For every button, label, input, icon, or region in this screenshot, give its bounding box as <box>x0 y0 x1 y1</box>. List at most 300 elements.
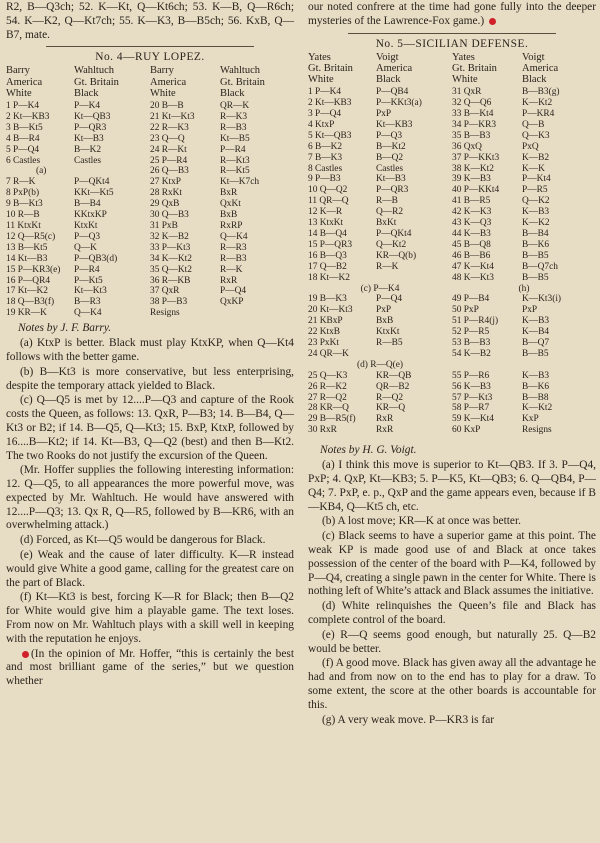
move-cell: QR—B2 <box>376 381 410 392</box>
last-note <box>6 648 294 689</box>
move-row <box>6 232 294 243</box>
move-row <box>308 425 596 436</box>
right-column <box>308 0 596 728</box>
move-cell: P—Kt5 <box>74 275 103 286</box>
move-row <box>308 142 596 153</box>
move-cell: 36 QxQ <box>452 141 482 152</box>
move-cell: 59 K—Kt4 <box>452 414 494 425</box>
move-cell <box>376 273 452 284</box>
move-row <box>308 349 596 360</box>
move-cell: Q—R2 <box>376 207 404 218</box>
move-cell: Castles <box>74 155 102 166</box>
move-cell: Kt—B3 <box>74 133 104 144</box>
move-cell: 12 Q—R5(c) <box>6 231 56 242</box>
move-cell: 38 K—Kt2 <box>452 163 494 174</box>
move-cell: 4 KtxP <box>308 119 335 130</box>
player-name: Yates <box>308 51 331 63</box>
move-cell: 21 KBxP <box>308 316 343 327</box>
move-row <box>308 196 596 207</box>
move-cell: 51 P—R4(j) <box>452 316 499 327</box>
note-paragraph: (Mr. Hoffer supplies the following interesting information: 12. Q—Q5, to all appearances the more powerful move, was expected by Mr. Wahltuch. He would have answered with 12....P—Q3; 13. Qx R, Q—R5, followed by B—KR6, with an overwhelming attack.) <box>6 464 294 532</box>
move-cell: KR—Q <box>376 403 406 414</box>
move-cell: B—Q7ch <box>522 261 558 272</box>
move-cell: 22 KtxB <box>308 327 341 338</box>
player-name: Yates <box>452 51 475 63</box>
player-name: Wahltuch <box>74 65 114 77</box>
move-cell: P—KKt3(a) <box>376 98 422 109</box>
move-row <box>6 297 294 308</box>
move-cell: B—Kt2 <box>376 141 406 152</box>
move-cell: BxKt <box>376 218 397 229</box>
player-country: Gt. Britain <box>452 62 497 74</box>
move-cell: 55 P—R6 <box>452 370 490 381</box>
game-4-notes <box>6 337 294 647</box>
move-cell: 8 PxP(b) <box>6 188 40 199</box>
player-country: Gt. Britain <box>220 76 265 88</box>
move-row <box>6 221 294 232</box>
note-paragraph: (g) A very weak move. P—KR3 is far <box>322 713 495 726</box>
player-name: Barry <box>6 65 30 77</box>
red-marker-icon <box>489 18 496 25</box>
move-cell: Kt—K7ch <box>220 177 260 188</box>
move-cell: R—B3 <box>220 253 247 264</box>
move-cell: B—K6 <box>522 239 550 250</box>
game-4-header <box>6 65 294 99</box>
move-cell: 54 K—B2 <box>452 348 491 359</box>
move-cell: 10 Q—Q2 <box>308 185 348 196</box>
move-cell: 45 B—Q8 <box>452 239 491 250</box>
move-row <box>308 305 596 316</box>
move-row <box>308 338 596 349</box>
header-col <box>220 65 265 99</box>
move-row <box>6 276 294 287</box>
move-cell: 30 Q—B3 <box>150 210 189 221</box>
move-cell: P—R5 <box>522 185 548 196</box>
header-col <box>452 52 522 86</box>
move-row <box>308 273 596 284</box>
move-row <box>308 87 596 98</box>
game-5-notes <box>308 459 596 727</box>
move-cell: RxRP <box>220 220 243 231</box>
move-cell: 43 K—Q3 <box>452 218 492 229</box>
move-cell: 9 P—B3 <box>308 174 341 185</box>
move-cell: 6 Castles <box>6 155 41 166</box>
move-cell: 18 Q—B3(f) <box>6 297 55 308</box>
player-color: White <box>150 87 176 99</box>
move-row <box>6 308 294 319</box>
move-row <box>6 188 294 199</box>
move-cell: P—Q4 <box>220 286 247 297</box>
move-cell: 4 B—R4 <box>6 133 40 144</box>
move-cell: Q—B <box>522 119 545 130</box>
move-cell: KKt—Kt5 <box>74 188 114 199</box>
game-5-moves-table <box>308 371 596 436</box>
move-cell: 21 Kt—Kt3 <box>150 111 195 122</box>
move-cell: 41 B—R5 <box>452 196 491 207</box>
note-paragraph: (a) I think this move is superior to Kt—QB3. If 3. P—Q4, PxP; 4. QxP, Kt—KB3; 5. P—K5, Kt—QB3; 6. Q—QB4, P—Q4; 7. PxP, e. p., QxP and the game appears even, because if B—KB4, Q—Kt5 ch, etc. <box>308 459 596 513</box>
left-top-text: R2, B—Q3ch; 52. K—Kt, Q—Kt6ch; 53. K—B, Q—R6ch; 54. K—K2, Q—Kt7ch; 55. K—K3, B—B5ch; 56. KxB, Q—B7, mate. <box>6 1 294 41</box>
header-col <box>522 52 558 86</box>
move-cell: 27 KtxP <box>150 177 181 188</box>
move-cell: B—B5 <box>522 348 549 359</box>
move-row <box>308 393 596 404</box>
move-cell: 49 P—B4 <box>452 294 490 305</box>
move-cell: B—K6 <box>522 381 550 392</box>
note-paragraph: (f) Kt—Kt3 is best, forcing K—R for Black; then B—Q2 for White would give him a playable game. The text loses. From now on Mr. Wahltuch plays with a skill well in keeping with the reputation he enjoys. <box>6 591 294 645</box>
move-cell: 17 Q—B2 <box>308 261 347 272</box>
red-marker-icon <box>22 651 29 658</box>
move-cell: 32 K—B2 <box>150 231 189 242</box>
move-cell: 37 QxR <box>150 286 180 297</box>
move-cell: Q—Kt2 <box>376 239 407 250</box>
move-cell: K—K2 <box>522 218 550 229</box>
move-cell <box>220 308 294 319</box>
move-cell: R—K3 <box>220 111 248 122</box>
note-paragraph: (a) KtxP is better. Black must play KtxKP, when Q—Kt4 follows with the better game. <box>6 337 294 363</box>
move-row <box>6 101 294 112</box>
move-row <box>308 316 596 327</box>
move-cell: KtxKt <box>376 327 400 338</box>
move-cell: R—B5 <box>376 338 403 349</box>
move-cell: BxR <box>220 188 238 199</box>
move-row <box>308 414 596 425</box>
move-cell: 30 RxR <box>308 425 337 436</box>
move-cell: 33 P—Kt3 <box>150 242 191 253</box>
move-cell: BxB <box>220 210 238 221</box>
note-paragraph: (e) Weak and the cause of later difficulty. K—R instead would give White a good game, calling for the greatest care on the part of Black. <box>6 549 294 589</box>
move-cell: Q—K4 <box>220 231 248 242</box>
move-cell: 23 PxKt <box>308 338 339 349</box>
move-cell: 16 B—Q3 <box>308 250 347 261</box>
move-row <box>6 210 294 221</box>
move-cell: KxP <box>522 414 539 425</box>
move-row <box>308 131 596 142</box>
notes-by-voigt: Notes by H. G. Voigt. <box>320 444 417 457</box>
move-row <box>308 109 596 120</box>
move-cell: 34 K—Kt2 <box>150 253 192 264</box>
move-cell: B—B8 <box>522 392 549 403</box>
move-cell: 27 R—Q2 <box>308 392 347 403</box>
move-cell: K—B3 <box>522 370 550 381</box>
move-cell: 5 Kt—QB3 <box>308 130 352 141</box>
move-cell: Resigns <box>150 308 180 319</box>
note-paragraph: (d) White relinquishes the Queen’s file and Black has complete control of the board. <box>308 600 596 626</box>
move-cell: 1 P—K4 <box>6 101 40 111</box>
move-cell: PxP <box>376 305 392 316</box>
move-cell: (a) <box>36 166 47 177</box>
move-cell: R—Kt3 <box>220 155 250 166</box>
move-cell: 13 B—Kt5 <box>6 242 48 253</box>
move-cell: 46 B—B6 <box>452 250 491 261</box>
player-country: America <box>522 62 559 74</box>
move-row <box>308 294 596 305</box>
move-cell: Kt—KB3 <box>376 119 413 130</box>
move-cell: P—Q4 <box>376 294 403 305</box>
move-cell: P—Kt4 <box>522 174 551 185</box>
move-cell: 11 KtxKt <box>6 220 41 231</box>
move-row <box>308 240 596 251</box>
player-country: Gt. Britain <box>74 76 119 88</box>
move-cell: 7 B—K3 <box>308 152 343 163</box>
move-cell: 11 QR—Q <box>308 196 349 207</box>
sub-variation-h: (h) <box>518 283 530 294</box>
player-color: Black <box>74 87 99 99</box>
move-cell: PxQ <box>522 141 539 152</box>
move-cell: 38 P—B3 <box>150 297 188 308</box>
move-cell: P—QR3 <box>74 122 107 133</box>
move-row <box>6 243 294 254</box>
player-color: White <box>452 74 478 85</box>
player-name: Wahltuch <box>220 65 260 77</box>
move-cell: 32 Q—Q6 <box>452 98 492 109</box>
move-cell: QxKP <box>220 297 244 308</box>
move-cell: 28 KR—Q <box>308 403 349 414</box>
move-cell: 17 Kt—K2 <box>6 286 48 297</box>
move-cell: 26 R—K2 <box>308 381 347 392</box>
move-cell: 57 P—Kt3 <box>452 392 493 403</box>
move-cell: QxKt <box>220 199 241 210</box>
move-cell: 3 P—Q4 <box>308 109 342 120</box>
move-cell: 16 P—QR4 <box>6 275 51 286</box>
move-cell: P—Q3 <box>376 130 403 141</box>
move-cell: 15 P—QR3 <box>308 239 353 250</box>
move-cell: 20 Kt—Kt3 <box>308 305 353 316</box>
move-cell: B—B4 <box>522 228 549 239</box>
move-row <box>6 265 294 276</box>
header-col <box>376 52 452 86</box>
player-country: Gt. Britain <box>308 62 353 74</box>
move-cell: 56 K—B3 <box>452 381 491 392</box>
move-row <box>6 286 294 297</box>
divider <box>46 46 254 47</box>
move-cell: 3 B—Kt5 <box>6 122 43 133</box>
move-cell: 6 B—K2 <box>308 141 343 152</box>
move-row <box>308 185 596 196</box>
move-cell: KR—QB <box>376 370 412 381</box>
move-row <box>6 123 294 134</box>
move-cell: 58 P—R7 <box>452 403 490 414</box>
move-cell: 36 R—KB <box>150 275 191 286</box>
move-row <box>308 164 596 175</box>
move-cell: R—K <box>376 261 399 272</box>
move-row <box>308 382 596 393</box>
move-cell: 28 RxKt <box>150 188 183 199</box>
right-top-text <box>308 1 596 29</box>
move-cell: 15 P—KR3(e) <box>6 264 61 275</box>
move-cell: R—B <box>376 196 398 207</box>
move-cell: B—B4 <box>74 199 101 210</box>
move-cell: 9 B—Kt3 <box>6 199 43 210</box>
move-cell: 47 K—Kt4 <box>452 261 494 272</box>
move-cell: 35 Q—Kt2 <box>150 264 192 275</box>
move-cell: 10 R—B <box>6 210 40 221</box>
move-cell: 25 P—R4 <box>150 155 188 166</box>
move-row <box>6 156 294 167</box>
move-cell: 60 KxP <box>452 425 481 436</box>
move-cell: 24 R—Kt <box>150 144 187 155</box>
move-cell: 31 PxB <box>150 220 178 231</box>
move-cell: 23 Q—Q <box>150 133 185 144</box>
move-cell: K—K <box>522 163 545 174</box>
move-cell: Kt—QB3 <box>74 111 111 122</box>
move-cell: 42 K—K3 <box>452 207 492 218</box>
move-row <box>308 403 596 414</box>
move-cell: RxR <box>220 275 238 286</box>
move-row <box>308 371 596 382</box>
move-cell: Castles <box>376 163 404 174</box>
note-paragraph: (b) B—Kt3 is more conservative, but less enterprising, despite the temporary attack yielded to Black. <box>6 365 294 392</box>
move-cell: QR—K <box>220 101 250 111</box>
move-cell: P—QR3 <box>376 185 409 196</box>
move-cell: K—Kt3(i) <box>522 294 562 305</box>
note-paragraph: (c) Black seems to have a superior game at this point. The weak KP is made good use of and Black at once takes possession of the center of the board with P—K4, followed by P—Q4, creating a single pawn in the center for White. There is nothing left of White’s attack and Black assumes the initiative. <box>308 530 596 598</box>
player-country: America <box>6 76 43 88</box>
move-row <box>6 134 294 145</box>
move-cell: 34 P—KR3 <box>452 119 497 130</box>
game-5-moves-table <box>308 294 596 359</box>
move-cell: 29 QxB <box>150 199 180 210</box>
move-cell: Kt—B3 <box>376 174 406 185</box>
move-cell: 2 Kt—KB3 <box>6 111 50 122</box>
move-cell: 52 P—R5 <box>452 327 490 338</box>
move-cell: 12 K—R <box>308 207 343 218</box>
move-cell: K—B4 <box>522 327 550 338</box>
move-cell <box>376 349 452 360</box>
move-row <box>6 145 294 156</box>
move-cell: 29 B—R5(f) <box>308 414 356 425</box>
move-row <box>308 207 596 218</box>
move-cell: 5 P—Q4 <box>6 144 40 155</box>
move-cell: 20 B—B <box>150 101 184 111</box>
move-cell: 50 PxP <box>452 305 479 316</box>
move-cell: 14 Kt—B3 <box>6 253 48 264</box>
move-cell: 25 Q—K3 <box>308 370 348 381</box>
move-cell: P—QB3(d) <box>74 253 118 264</box>
move-cell: 40 P—KKt4 <box>452 185 500 196</box>
move-cell: K—Kt2 <box>522 98 553 109</box>
move-cell: 33 B—Kt4 <box>452 109 494 120</box>
last-note-text: (In the opinion of Mr. Hoffer, “this is certainly the best and most brilliant game of the series,” but we question whether <box>6 647 294 688</box>
move-cell: P—QB4 <box>376 87 409 98</box>
game-5-moves-table <box>308 87 596 283</box>
move-cell: Kt—B5 <box>220 133 250 144</box>
move-cell: Resigns <box>522 425 552 436</box>
header-col <box>74 65 150 99</box>
move-cell: 39 K—B3 <box>452 174 491 185</box>
move-row <box>308 98 596 109</box>
move-cell: BxB <box>376 316 394 327</box>
move-cell: 44 K—B3 <box>452 228 491 239</box>
move-cell: R—B3 <box>220 122 247 133</box>
move-row <box>308 120 596 131</box>
move-cell: R—Kt5 <box>220 166 250 177</box>
divider <box>348 33 556 34</box>
move-row <box>6 199 294 210</box>
move-row <box>6 112 294 123</box>
move-cell: PxP <box>376 109 392 120</box>
move-row <box>308 262 596 273</box>
move-cell: 1 P—K4 <box>308 87 342 98</box>
move-cell: Kt—Kt3 <box>74 286 107 297</box>
move-cell: P—QKt4 <box>376 228 412 239</box>
sub-variation-row <box>308 284 596 295</box>
move-cell: Q—K2 <box>522 196 550 207</box>
move-cell: 37 P—KKt3 <box>452 152 500 163</box>
player-color: White <box>308 74 334 85</box>
move-cell: 14 B—Q4 <box>308 228 347 239</box>
move-cell: B—K2 <box>74 144 102 155</box>
move-cell: RxR <box>376 414 394 425</box>
move-cell: B—Q7 <box>522 338 550 349</box>
sub-variation-c: (c) P—K4 <box>360 283 400 294</box>
move-cell: Q—K <box>74 242 97 253</box>
game-4-title: No. 4—RUY LOPEZ. <box>95 51 205 64</box>
move-cell: 48 K—Kt3 <box>452 272 494 283</box>
move-cell: P—QKt4 <box>74 177 110 188</box>
move-cell: 26 Q—B3 <box>150 166 189 177</box>
move-row <box>6 177 294 188</box>
player-color: Black <box>220 87 245 99</box>
move-cell: 8 Castles <box>308 163 343 174</box>
note-paragraph: (b) A lost move; KR—K at once was better. <box>322 515 521 528</box>
move-row <box>6 254 294 265</box>
move-cell: KtxKt <box>74 220 98 231</box>
move-cell: B—B5 <box>522 272 549 283</box>
game-4-moves-table <box>6 101 294 319</box>
move-row <box>308 327 596 338</box>
move-cell: 19 B—K3 <box>308 294 347 305</box>
move-cell: PxP <box>522 305 538 316</box>
move-cell: Q—K4 <box>74 308 102 319</box>
move-cell: P—KR4 <box>522 109 555 120</box>
move-cell: R—K <box>220 264 243 275</box>
move-cell: R—Q2 <box>376 392 404 403</box>
player-color: White <box>6 87 32 99</box>
move-cell: K—Kt2 <box>522 403 553 414</box>
header-col <box>150 65 220 99</box>
player-name: Voigt <box>376 51 399 63</box>
move-cell: B—B5 <box>522 250 549 261</box>
move-cell: 13 KtxKt <box>308 218 344 229</box>
note-paragraph: (e) R—Q seems good enough, but naturally 25. Q—B2 would be better. <box>308 628 596 655</box>
move-row <box>308 153 596 164</box>
player-country: America <box>376 62 413 74</box>
move-cell: 31 QxR <box>452 87 482 98</box>
move-cell: R—R3 <box>220 242 247 253</box>
header-col <box>6 65 74 99</box>
move-row <box>308 229 596 240</box>
move-cell: K—B3 <box>522 207 550 218</box>
move-cell: B—R3 <box>74 297 101 308</box>
move-cell: 7 R—K <box>6 177 36 188</box>
move-cell: B—B3(g) <box>522 87 560 98</box>
right-top-text-body: our noted confrere at the time had gone fully into the deeper mysteries of the Lawrence-Fox game.) <box>308 1 596 27</box>
move-cell: KR—Q(b) <box>376 250 417 261</box>
move-cell: P—R4 <box>220 144 246 155</box>
player-name: Barry <box>150 65 174 77</box>
sub-variation-d: (d) R—Q(e) <box>356 359 404 370</box>
move-row <box>308 174 596 185</box>
sub-variation-row <box>308 360 596 371</box>
move-cell: Q—K3 <box>522 130 550 141</box>
move-cell: 24 QR—K <box>308 348 349 359</box>
header-col <box>308 52 376 86</box>
move-row <box>6 166 294 177</box>
player-color: Black <box>522 74 547 85</box>
move-cell: K—B3 <box>522 316 550 327</box>
move-cell: P—K4 <box>74 101 101 111</box>
player-name: Voigt <box>522 51 545 63</box>
